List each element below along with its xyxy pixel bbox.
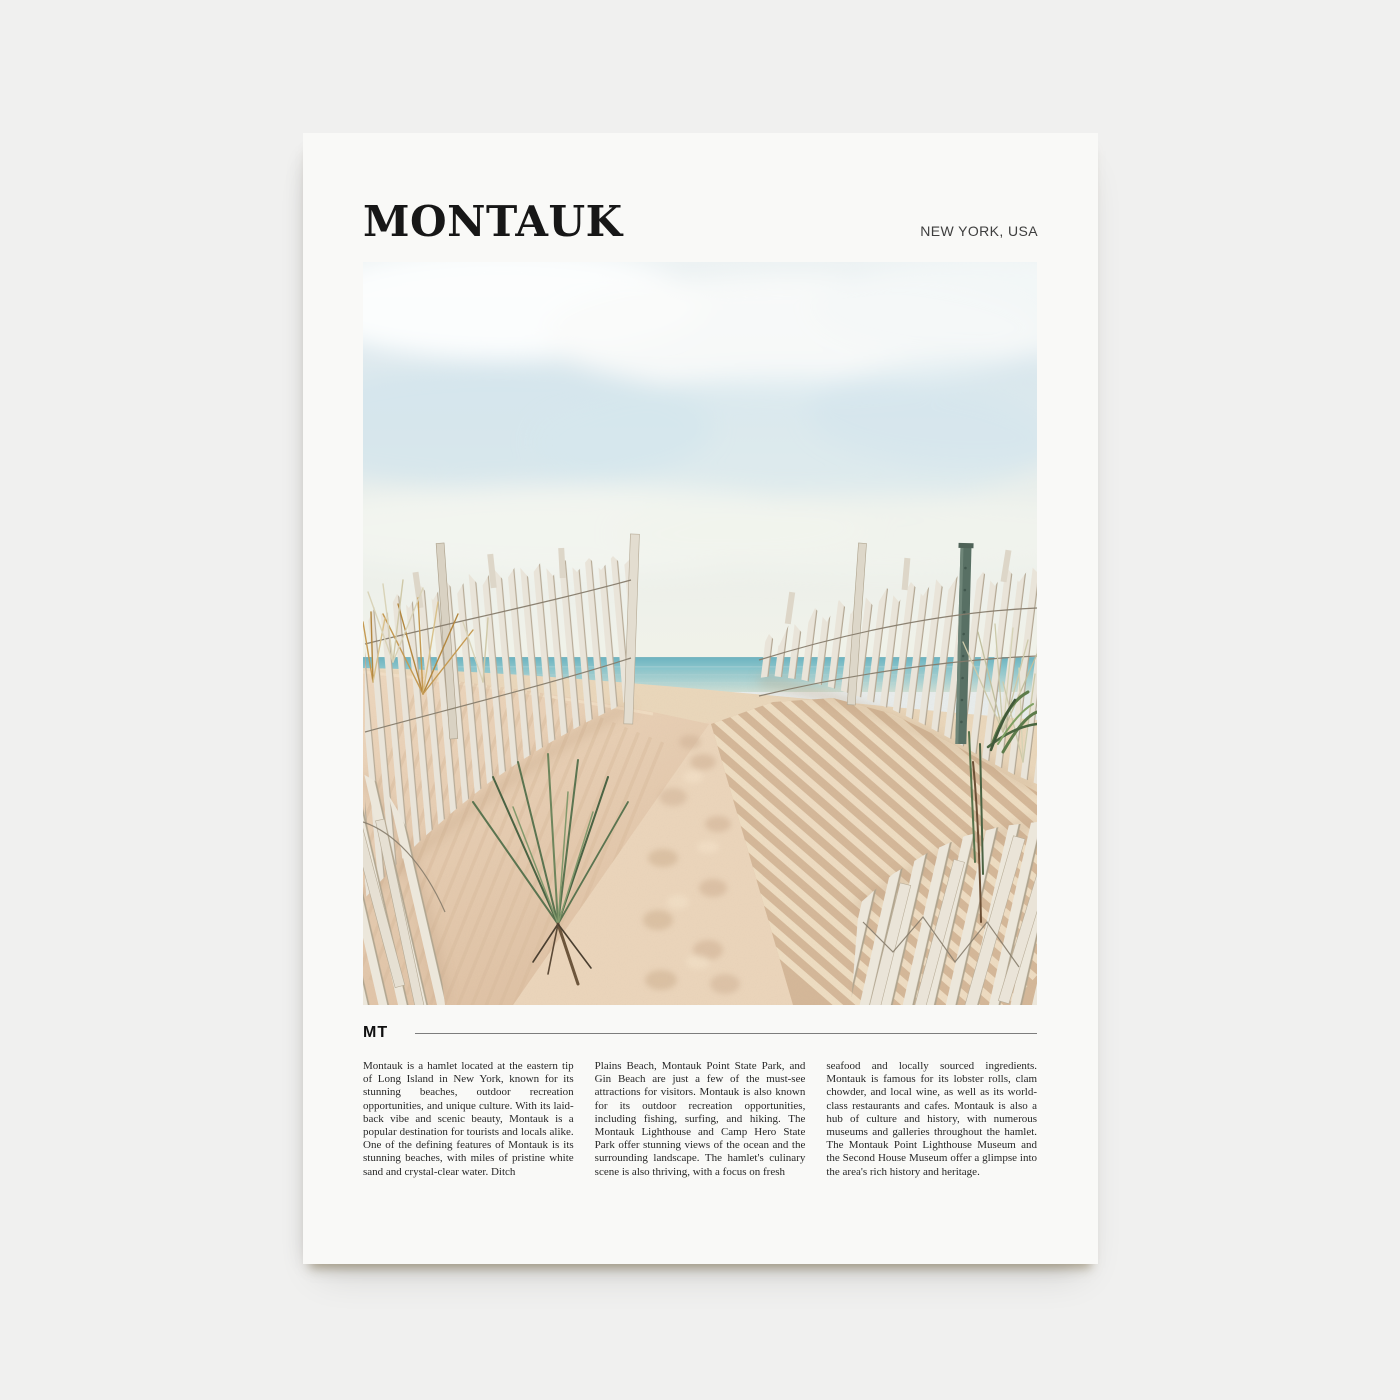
divider-line bbox=[415, 1033, 1037, 1034]
section-label-row bbox=[363, 1024, 1037, 1042]
beach-photo bbox=[363, 262, 1037, 1005]
poster-header bbox=[363, 199, 1038, 245]
body-column-3: seafood and locally sourced ingredients. Montauk is famous for its lobster rolls, clam chowder, and local wine, as well as its world-class restaurants and cafes. Montauk is also a hub of culture and history, with numerous museums and galleries throughout the hamlet. The Montauk Point Lighthouse Museum and the Second House Museum offer a glimpse into the area's rich history and heritage. bbox=[826, 1060, 1038, 1178]
section-label: MT bbox=[363, 1024, 389, 1041]
body-column-2: Plains Beach, Montauk Point State Park, and Gin Beach are just a few of the must-see attractions for visitors. Montauk is also known for its outdoor recreation opportunities, including fishing, surfing, and hiking. The Montauk Lighthouse and Camp Hero State Park offer stunning views of the ocean and the surrounding landscape. The hamlet's culinary scene is also thriving, with a focus on fresh bbox=[594, 1060, 806, 1178]
description-columns bbox=[363, 1060, 1037, 1179]
body-column-1: Montauk is a hamlet located at the eastern tip of Long Island in New York, known for its stunning beaches, outdoor recreation opportunities, and unique culture. With its laid-back vibe and scenic beauty, Montauk is a popular destination for tourists and locals alike. One of the defining features of Montauk is its stunning beaches, with miles of pristine white sand and crystal-clear water. Ditch bbox=[363, 1060, 574, 1178]
clouds bbox=[363, 262, 1037, 575]
poster-title: MONTAUK bbox=[363, 197, 623, 246]
poster-location: NEW YORK, USA bbox=[920, 223, 1038, 239]
travel-poster bbox=[303, 133, 1098, 1264]
